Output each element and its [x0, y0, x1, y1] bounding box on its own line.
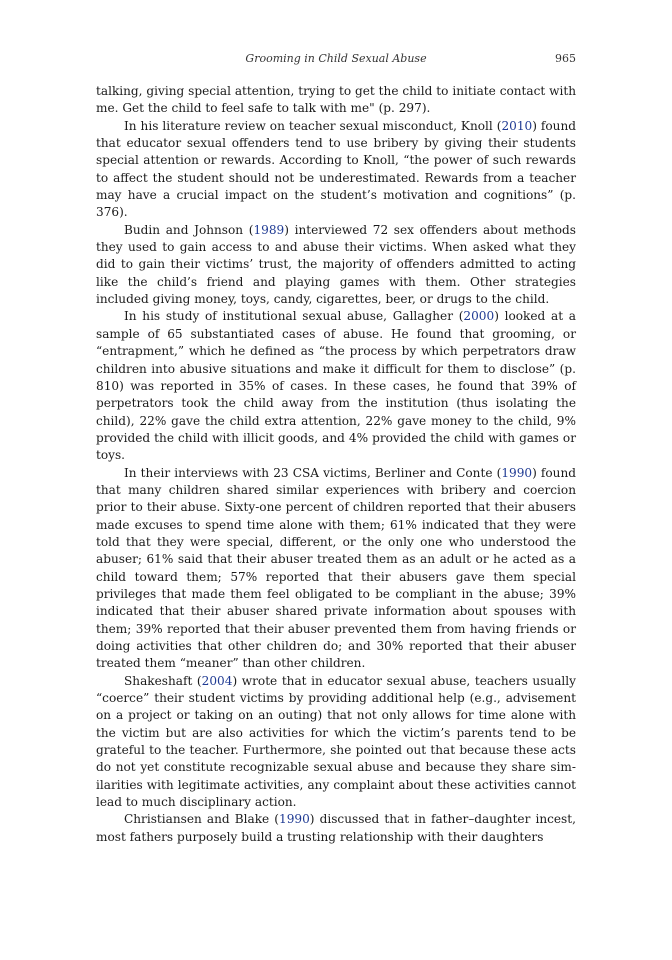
- citation-link-shakeshaft-2004[interactable]: 2004: [201, 673, 233, 688]
- paragraph-text: In their interviews with 23 CSA victims, Berliner and Conte (: [124, 465, 502, 480]
- paragraph-text: ) found that many children shared similar experiences with bribery and coercion prior to their abuse. Sixty-one percent of children reported that their abusers made excuses to spend time alone with them; 61% indicated that they were told that they were special, different, or the only one who understood the abuser; 61% said that their abuser treated them as an adult or he acted as a child toward them; 57% reported that their abusers gave them special privileges that made them feel obligated to be compliant in the abuse; 39% indicated that their abuser shared private information about spouses with them; 39% reported that their abuser prevented them from having friends or doing activities that other children do; and 30% reported that their abuser treated them “meaner” than other children.: [96, 465, 576, 671]
- paragraph-text: ) interviewed 72 sex offenders about methods they used to gain access to and abuse their victims. When asked what they did to gain their victims’ trust, the majority of offenders admitted to acting like the child’s friend and playing games with them. Other strategies included giving money, toys, candy, cigarettes, beer, or drugs to the child.: [96, 222, 576, 307]
- paragraph-text: In his literature review on teacher sexual misconduct, Knoll (: [124, 118, 502, 133]
- paragraph-text: ) looked at a sample of 65 substantiated cases of abuse. He found that grooming, or “entrapment,” which he defined as “the process by which perpetrators draw children into abusive situations and make it difficult for them to disclose” (p. 810) was reported in 35% of cases. In these cases, he found that 39% of perpetrators took the child away from the institution (thus isolating the child), 22% gave the child extra attention, 22% gave money to the child, 9% provided the child with illicit goods, and 4% provided the child with games or toys.: [96, 309, 576, 463]
- paragraph-gallagher: [96, 308, 576, 464]
- paragraph-text: talking, giving special attention, trying to get the child to initiate contact with me. Get the child to feel safe to talk with me" (p. 297).: [96, 84, 576, 116]
- citation-link-budin-johnson-1989[interactable]: 1989: [253, 222, 285, 237]
- paragraph-text: ) discussed that in father–daughter incest, most fathers purposely build a trusting relationship with their daughters: [96, 812, 576, 844]
- paragraph-shakeshaft: [96, 673, 576, 812]
- paragraph-knoll: [96, 118, 576, 222]
- paragraph-text: ) found that educator sexual offenders tend to use bribery by giving their students special attention or rewards. According to Knoll, “the power of such rewards to affect the student should not be underestimated. Rewards from a teacher may have a crucial impact on the student’s motivation and cognitions” (p. 376).: [96, 118, 577, 220]
- article-body: [96, 83, 576, 846]
- paragraph-text: Christiansen and Blake (: [124, 812, 279, 827]
- running-head: [96, 52, 576, 68]
- paragraph-text: Shakeshaft (: [124, 673, 202, 688]
- paragraph-text: ) wrote that in educator sexual abuse, teachers usually “coerce” their student victims by providing additional help (e.g., advisement on a project or taking on an outing) that not only allows for time alone with the victim but are also activities for which the victim’s parents tend to be grateful to the teacher. Furthermore, she pointed out that because these acts do not yet constitute recognizable sexual abuse and because they share sim-ilarities with legitimate activities, any complaint about these activities cannot lead to much disciplinary action.: [96, 673, 576, 810]
- paragraph-christiansen-blake: [96, 811, 576, 846]
- citation-link-gallagher-2000[interactable]: 2000: [463, 309, 495, 324]
- page-number: 965: [555, 52, 576, 65]
- paragraph-text: Budin and Johnson (: [124, 222, 254, 237]
- paragraph-budin-johnson: [96, 222, 576, 309]
- citation-link-knoll-2010[interactable]: 2010: [501, 118, 533, 133]
- citation-link-christiansen-blake-1990[interactable]: 1990: [279, 812, 310, 827]
- citation-link-berliner-conte-1990[interactable]: 1990: [501, 465, 533, 480]
- running-title: Grooming in Child Sexual Abuse: [245, 52, 427, 65]
- paragraph-text: In his study of institutional sexual abuse, Gallagher (: [124, 309, 464, 324]
- paragraph-continuation: [96, 83, 576, 118]
- paragraph-berliner-conte: [96, 465, 576, 673]
